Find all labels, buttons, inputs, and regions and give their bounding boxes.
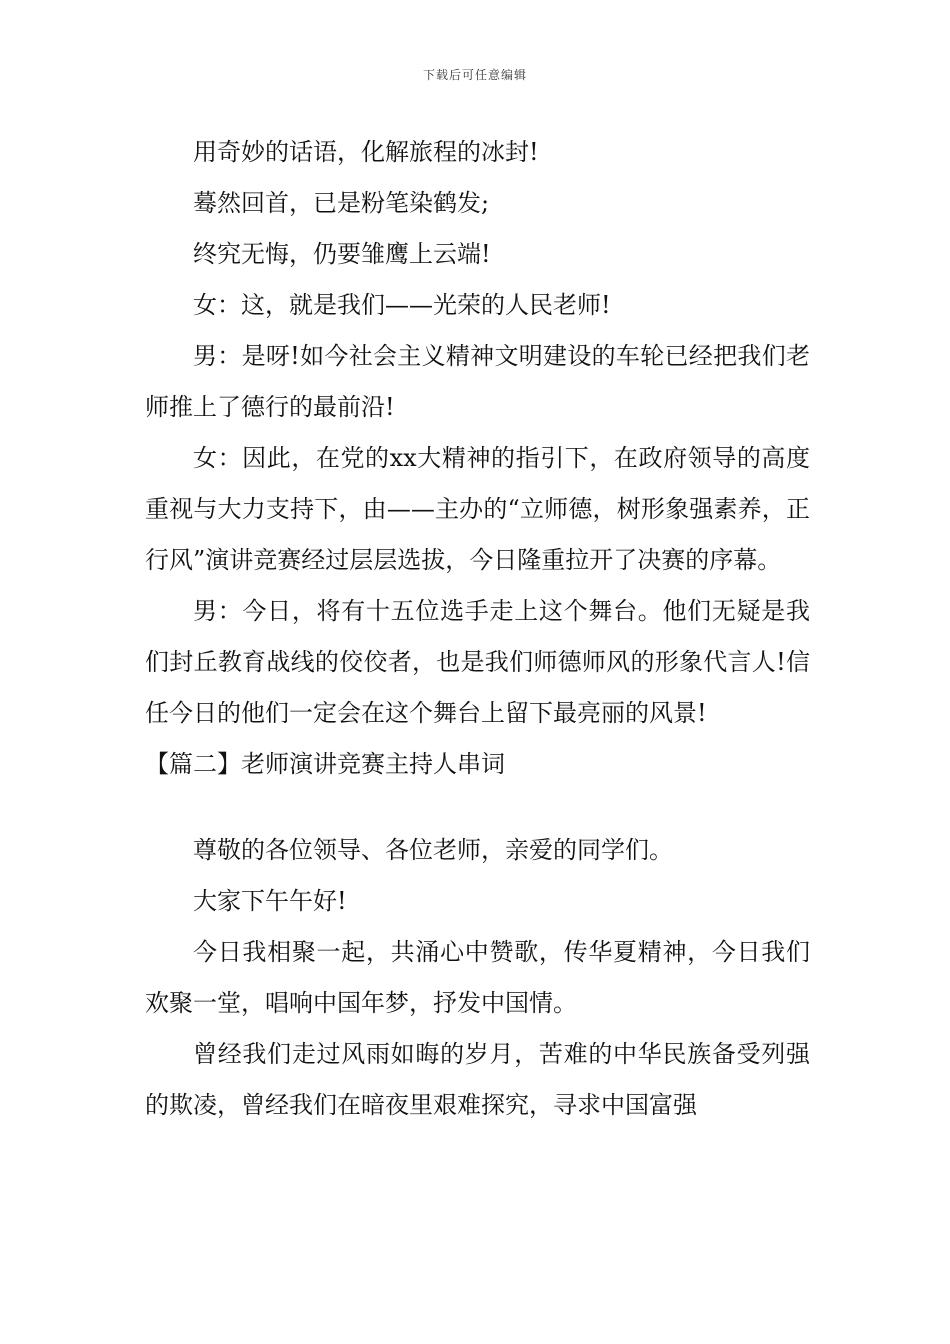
spacer [145,790,810,825]
paragraph: 蓦然回首，已是粉笔染鹤发; [193,189,490,217]
paragraph: 女：因此，在党的xx大精神的指引下，在政府领导的高度重视与大力支持下，由——主办的“立师德，树形象强素养，正行风”演讲竞赛经过层层选拔，今日隆重拉开了决赛的序幕。 [145,444,810,574]
paragraph: 终究无悔，仍要雏鹰上云端! [193,240,491,268]
section-heading: 【篇二】老师演讲竞赛主持人串词 [145,750,505,778]
paragraph: 女：这，就是我们——光荣的人民老师! [193,291,611,319]
paragraph: 大家下午午好! [193,887,347,915]
page-header: 下载后可任意编辑 [422,68,527,82]
paragraph: 男：是呀!如今社会主义精神文明建设的车轮已经把我们老师推上了德行的最前沿! [145,342,810,421]
paragraph: 尊敬的各位领导、各位老师，亲爱的同学们。 [193,836,673,864]
paragraph: 今日我相聚一起，共涌心中赞歌，传华夏精神，今日我们欢聚一堂，唱响中国年梦，抒发中国情。 [145,938,810,1017]
paragraph: 曾经我们走过风雨如晦的岁月，苦难的中华民族备受列强的欺凌，曾经我们在暗夜里艰难探究，寻求中国富强 [145,1040,810,1119]
paragraph: 男：今日，将有十五位选手走上这个舞台。他们无疑是我们封丘教育战线的佼佼者，也是我们师德师风的形象代言人!信任今日的他们一定会在这个舞台上留下最亮丽的风景! [145,597,810,727]
document-body [145,127,810,1131]
paragraph: 用奇妙的话语，化解旅程的冰封! [193,138,539,166]
